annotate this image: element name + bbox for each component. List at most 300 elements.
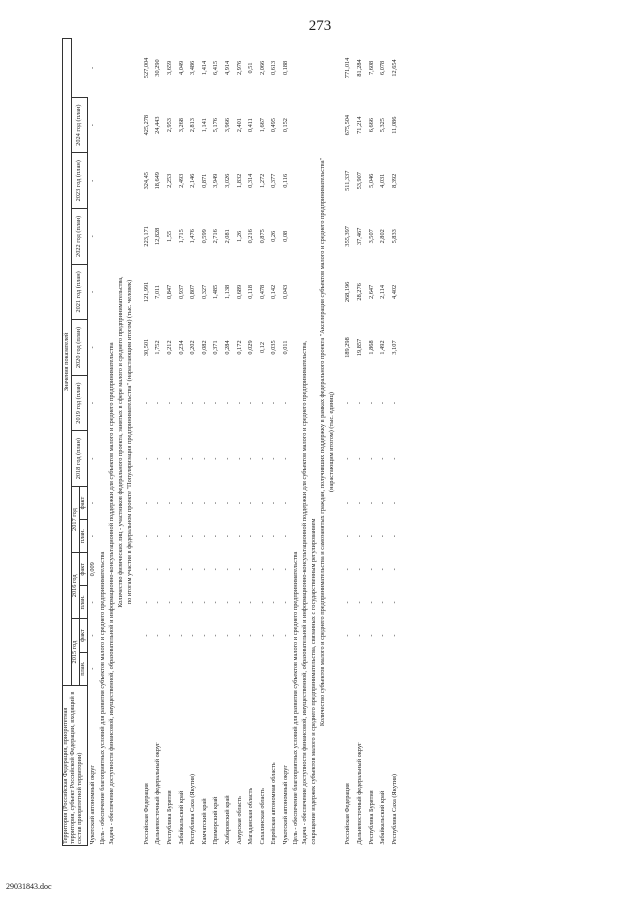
empty-cell (153, 652, 165, 685)
value-cell: - (344, 535, 352, 538)
value-cell: 1,141 (200, 118, 208, 133)
value-cell: - (189, 601, 197, 604)
value-cell: - (390, 501, 398, 505)
value-cell: - (200, 601, 208, 604)
value-cell: - (223, 402, 231, 405)
table-row (87, 39, 99, 846)
empty-cell (188, 652, 200, 685)
value-cell: 0,172 (235, 340, 243, 355)
value-cell: - (142, 501, 150, 505)
value-cell: - (270, 457, 278, 460)
value-cell: 6,666 (367, 118, 375, 133)
value-cell: 2,066 (258, 60, 266, 76)
value-cell: - (356, 568, 364, 571)
value-cell: - (89, 179, 97, 182)
value-cell: - (367, 568, 375, 571)
value-cell: - (89, 346, 97, 349)
value-cell: 11,086 (390, 116, 398, 134)
value-cell: - (270, 535, 278, 538)
value-cell: - (223, 535, 231, 538)
value-cell: - (356, 501, 364, 505)
table-row (281, 39, 293, 846)
value-cell: - (390, 568, 398, 571)
value-cell: 0,043 (281, 284, 289, 299)
value-cell: - (212, 634, 220, 637)
value-cell: 771,014 (344, 57, 352, 79)
value-cell: - (270, 501, 278, 505)
value-cell: 0,142 (270, 284, 278, 299)
value-cell: - (281, 402, 289, 405)
value-cell: - (367, 402, 375, 405)
value-cell: 0,371 (212, 340, 220, 355)
year-header: 2017 год (72, 486, 80, 552)
plan-subheader: план. (79, 520, 87, 553)
value-cell: 2,146 (189, 173, 197, 188)
value-cell: 2,081 (223, 229, 231, 244)
value-cell: 2,253 (165, 173, 173, 188)
table-row (355, 39, 367, 846)
section-task: Задача - обеспечение доступности финансовой, имущественной, образовательной и информационно-консультационной поддержки для субъектов малого и среднего предпринимательства (108, 342, 116, 845)
value-cell: - (165, 601, 173, 604)
value-cell: - (390, 457, 398, 460)
value-cell: 2,976 (235, 60, 243, 76)
value-cell: - (177, 535, 185, 538)
table-row (343, 39, 355, 846)
indicator-title: Количество физических лиц - участников федерального проекта, занятых в сфере малого и среднего предпринимательства, (117, 276, 125, 608)
value-cell: 3,949 (212, 173, 220, 188)
value-cell: 5,833 (390, 229, 398, 244)
value-cell: 675,504 (344, 114, 352, 136)
rotated-table-block (62, 38, 637, 846)
value-cell: 12,828 (154, 227, 162, 245)
value-cell: 268,196 (344, 281, 352, 303)
empty-cell (378, 652, 390, 685)
value-cell: - (281, 501, 289, 505)
value-cell: - (247, 457, 255, 460)
empty-cell (390, 652, 402, 685)
value-cell: 2,114 (379, 284, 387, 299)
table-header (63, 39, 88, 846)
value-cell: - (177, 402, 185, 405)
value-cell: - (154, 634, 162, 637)
year-header: 2023 год (план) (72, 153, 88, 209)
value-cell: 425,278 (142, 114, 150, 136)
territory-name: Забайкальский край (379, 790, 387, 845)
territory-name: Хабаровский край (223, 795, 231, 845)
value-cell: 0,009 (89, 562, 97, 577)
value-cell: - (281, 601, 289, 604)
value-cell: 0,029 (247, 340, 255, 355)
table-row (188, 39, 200, 846)
table-row (378, 39, 390, 846)
value-cell: 24,443 (154, 116, 162, 134)
value-cell: - (154, 568, 162, 571)
empty-cell (246, 652, 258, 685)
value-cell: - (356, 535, 364, 538)
value-cell: - (165, 402, 173, 405)
value-cell: - (258, 501, 266, 505)
value-cell: 0,234 (177, 340, 185, 355)
section-task-row (310, 39, 319, 846)
value-cell: 1,55 (165, 230, 173, 242)
value-cell: - (235, 535, 243, 538)
value-cell: 0,51 (247, 62, 255, 74)
value-cell: 0,082 (200, 340, 208, 355)
value-cell: 3,507 (367, 229, 375, 244)
value-cell: 1,414 (200, 60, 208, 76)
value-cell: 6,415 (212, 60, 220, 76)
section-goal-row (99, 39, 108, 846)
value-cell: 37,467 (356, 227, 364, 245)
value-cell: 0,689 (235, 284, 243, 299)
value-cell: 1,868 (367, 340, 375, 355)
value-cell: - (235, 634, 243, 637)
value-cell: - (177, 568, 185, 571)
value-cell: 0,327 (200, 284, 208, 299)
value-cell: - (154, 535, 162, 538)
value-cell: - (344, 601, 352, 604)
value-cell: - (200, 402, 208, 405)
section-task-row (301, 39, 310, 846)
value-cell: 1,752 (154, 340, 162, 355)
value-cell: 2,647 (367, 284, 375, 299)
territory-name: Приморский край (212, 796, 220, 845)
empty-cell (165, 652, 177, 685)
value-cell: 0,847 (165, 284, 173, 299)
value-cell: 6,078 (379, 60, 387, 76)
value-cell: - (189, 501, 197, 505)
value-cell: - (281, 457, 289, 460)
value-cell: 0,011 (281, 340, 289, 355)
value-cell: 121,991 (142, 281, 150, 303)
value-cell: - (177, 601, 185, 604)
value-cell: 2,493 (177, 173, 185, 188)
value-cell: - (212, 568, 220, 571)
value-cell: - (165, 457, 173, 460)
value-cell: - (142, 535, 150, 538)
indicator-title-row (319, 39, 328, 846)
value-cell: - (258, 634, 266, 637)
value-cell: - (177, 457, 185, 460)
value-cell: 3,026 (223, 173, 231, 188)
value-cell: - (270, 402, 278, 405)
value-cell: - (390, 402, 398, 405)
value-cell: - (379, 535, 387, 538)
value-cell: - (154, 457, 162, 460)
value-cell: 7,608 (367, 60, 375, 76)
value-cell: - (89, 501, 97, 505)
value-cell: 3,107 (390, 340, 398, 355)
value-cell: - (89, 457, 97, 460)
value-cell: - (142, 568, 150, 571)
year-header: 2018 год (план) (72, 431, 88, 487)
value-cell: 4,031 (379, 173, 387, 188)
value-cell: 3,966 (223, 118, 231, 133)
document-footer: 29031843.doc (6, 882, 52, 891)
value-cell: 0,284 (223, 340, 231, 355)
value-cell: - (281, 535, 289, 538)
empty-cell (343, 652, 355, 685)
value-cell: - (154, 402, 162, 405)
value-cell: - (356, 402, 364, 405)
empty-cell (281, 652, 293, 685)
table-row (153, 39, 165, 846)
value-cell: 19,857 (356, 338, 364, 357)
value-cell: 3,268 (177, 118, 185, 133)
territory-name: Сахалинская область (258, 788, 266, 845)
value-cell: 4,402 (390, 284, 398, 299)
value-cell: - (200, 568, 208, 571)
territory-name: Республика Саха (Якутия) (390, 774, 398, 845)
value-cell: 4,914 (223, 60, 231, 76)
table-row (199, 39, 211, 846)
value-cell: 30,501 (142, 338, 150, 357)
value-cell: - (212, 535, 220, 538)
table-row (390, 39, 402, 846)
value-cell: - (165, 634, 173, 637)
territory-name: Республика Саха (Якутия) (189, 774, 197, 845)
value-cell: 5,325 (379, 118, 387, 133)
value-cell: - (88, 66, 96, 69)
territory-name: Магаданская область (247, 787, 255, 845)
section-goal: Цель - обеспечение благоприятных условий для развития субъектов малого и среднего предпринимательства (292, 551, 300, 845)
value-cell: - (281, 568, 289, 571)
value-cell: - (223, 501, 231, 505)
value-cell: - (89, 402, 97, 405)
value-cell: 0,478 (258, 284, 266, 299)
value-cell: - (258, 457, 266, 460)
value-cell: - (390, 634, 398, 637)
section-task-row (108, 39, 117, 846)
value-cell: 53,907 (356, 172, 364, 190)
value-cell: - (177, 501, 185, 505)
value-cell: - (379, 457, 387, 460)
year-header: 2022 год (план) (72, 209, 88, 265)
value-cell: - (200, 634, 208, 637)
value-cell: - (258, 601, 266, 604)
value-cell: - (356, 457, 364, 460)
indicator-title-row (117, 39, 126, 846)
year-header: 2019 год (план) (72, 375, 88, 431)
table-row (176, 39, 188, 846)
plan-subheader: план. (79, 586, 87, 619)
value-cell: - (247, 402, 255, 405)
value-cell: 0,613 (270, 60, 278, 76)
indicator-title: по итогам участия в федеральном проекте "Популяризация предпринимательства" (нарастающим итогом) (тыс. человек) (126, 279, 134, 605)
territory-name: Российская Федерация (344, 783, 352, 845)
value-cell: 1,476 (189, 229, 197, 244)
value-cell: - (235, 457, 243, 460)
value-cell: 3,659 (165, 60, 173, 76)
empty-cell (211, 652, 223, 685)
section-goal-row (292, 39, 301, 846)
value-cell: 1,485 (212, 284, 220, 299)
table-row (257, 39, 269, 846)
value-cell: - (142, 457, 150, 460)
empty-cell (257, 652, 269, 685)
value-cell: 0,188 (281, 60, 289, 76)
value-cell: - (270, 634, 278, 637)
value-cell: - (200, 501, 208, 505)
value-cell: 1,138 (223, 284, 231, 299)
value-cell: - (367, 601, 375, 604)
section-task: сокращение издержек субъектов малого и среднего предпринимательства, связанных с государственным регулированием (310, 518, 318, 845)
value-cell: - (165, 568, 173, 571)
value-cell: 12,654 (390, 59, 398, 77)
value-cell: - (379, 402, 387, 405)
value-cell: 2,401 (235, 118, 243, 133)
table-row (366, 39, 378, 846)
value-cell: - (235, 501, 243, 505)
value-cell: - (356, 634, 364, 637)
indicators-table (62, 38, 401, 846)
value-cell: - (367, 634, 375, 637)
value-cell: - (235, 568, 243, 571)
value-cell: - (223, 634, 231, 637)
value-cell: - (189, 535, 197, 538)
value-cell: - (247, 634, 255, 637)
indicator-title-row (126, 39, 135, 846)
value-cell: - (154, 601, 162, 604)
value-cell: - (142, 634, 150, 637)
value-cell: - (200, 457, 208, 460)
value-cell: - (189, 457, 197, 460)
value-cell: - (247, 601, 255, 604)
value-cell: - (212, 501, 220, 505)
value-cell: - (367, 501, 375, 505)
value-cell: 355,397 (344, 226, 352, 247)
value-cell: 2,813 (189, 118, 197, 133)
value-cell: - (270, 601, 278, 604)
value-cell: 7,011 (154, 284, 162, 299)
value-cell: - (270, 568, 278, 571)
plan-subheader: план. (79, 652, 87, 685)
year-header: 2020 год (план) (72, 320, 88, 376)
empty-cell (199, 652, 211, 685)
value-cell: 2,802 (379, 229, 387, 244)
value-cell: - (379, 568, 387, 571)
value-cell: - (89, 601, 97, 604)
value-cell: - (247, 568, 255, 571)
table-row (223, 39, 235, 846)
year-header: 2016 год (72, 553, 80, 619)
empty-cell (355, 652, 367, 685)
value-cell: - (235, 601, 243, 604)
value-cell: 0,875 (258, 229, 266, 244)
value-cell: - (189, 568, 197, 571)
value-cell: 0,411 (247, 118, 255, 133)
value-cell: - (165, 535, 173, 538)
value-cell: 8,392 (390, 173, 398, 188)
value-cell: 0,599 (200, 229, 208, 244)
value-cell: - (212, 457, 220, 460)
empty-cell (223, 652, 235, 685)
value-cell: 324,45 (142, 172, 150, 190)
value-cell: - (258, 568, 266, 571)
empty-cell (234, 652, 246, 685)
value-cell: 0,216 (247, 229, 255, 244)
territory-name: Республика Бурятия (367, 790, 375, 845)
territory-name: Дальневосточный федеральный округ (154, 742, 162, 845)
empty-cell (176, 652, 188, 685)
value-cell: 0,377 (270, 173, 278, 188)
value-cell: - (390, 601, 398, 604)
value-cell: 0,937 (177, 284, 185, 299)
territory-name: Забайкальский край (177, 790, 185, 845)
value-cell: 0,118 (247, 284, 255, 299)
value-cell: - (235, 402, 243, 405)
value-cell: - (89, 124, 97, 127)
table-row (234, 39, 246, 846)
territory-name: Чукотский автономный округ (281, 765, 289, 845)
value-cell: 0,495 (270, 118, 278, 133)
value-cell: 189,298 (344, 337, 352, 358)
table-body (87, 39, 401, 846)
value-cell: - (89, 290, 97, 293)
value-cell: - (223, 568, 231, 571)
year-header: 2024 год (план) (72, 97, 88, 153)
territory-name: Чукотский автономный округ (89, 765, 97, 845)
value-cell: 1,715 (177, 229, 185, 244)
values-title: Значения показателей (63, 39, 72, 686)
empty-cell (269, 652, 281, 685)
territory-name: Еврейская автономная область (270, 762, 278, 845)
value-cell: 0,314 (247, 173, 255, 188)
table-row (246, 39, 258, 846)
value-cell: - (89, 634, 97, 637)
value-cell: 527,004 (142, 57, 150, 79)
value-cell: 0,807 (189, 284, 197, 299)
value-cell: - (223, 457, 231, 460)
value-cell: 18,649 (154, 172, 162, 190)
empty-cell (366, 652, 378, 685)
value-cell: - (379, 634, 387, 637)
value-cell: - (223, 601, 231, 604)
value-cell: 5,046 (367, 173, 375, 188)
value-cell: 28,276 (356, 283, 364, 301)
value-cell: 81,284 (356, 59, 364, 77)
value-cell: - (212, 601, 220, 604)
section-goal: Цель - обеспечение благоприятных условий для развития субъектов малого и среднего предпринимательства (99, 551, 107, 845)
value-cell: - (247, 535, 255, 538)
territory-name: Республика Бурятия (165, 790, 173, 845)
value-cell: 1,832 (235, 173, 243, 188)
fact-subheader: факт (79, 619, 87, 652)
value-cell: - (344, 501, 352, 505)
value-cell: 0,152 (281, 118, 289, 133)
value-cell: - (281, 634, 289, 637)
empty-cell (141, 652, 153, 685)
section-task: Задача - обеспечение доступности финансовой, имущественной, образовательной и информационно-консультационной поддержки для субъектов малого и среднего предпринимательства, (301, 340, 309, 845)
value-cell: 1,26 (235, 230, 243, 242)
value-cell: 4,049 (177, 60, 185, 76)
value-cell: 1,667 (258, 118, 266, 133)
territory-name: Российская Федерация (142, 783, 150, 845)
value-cell: 0,12 (258, 341, 266, 354)
value-cell: - (189, 402, 197, 405)
value-cell: - (344, 634, 352, 637)
indicator-title-row (328, 39, 337, 846)
territory-header: Территория (Российская Федерация, приоритетная территория, субъект Российской Федерации, входящий в состав приоритетной территории) (63, 685, 88, 845)
value-cell: - (258, 402, 266, 405)
value-cell: 511,337 (344, 170, 352, 191)
value-cell: 2,953 (165, 118, 173, 133)
value-cell: 0,08 (281, 230, 289, 242)
value-cell: - (379, 601, 387, 604)
value-cell: - (212, 402, 220, 405)
territory-name: Камчатский край (200, 798, 208, 845)
territory-name: Дальневосточный федеральный округ (356, 742, 364, 845)
